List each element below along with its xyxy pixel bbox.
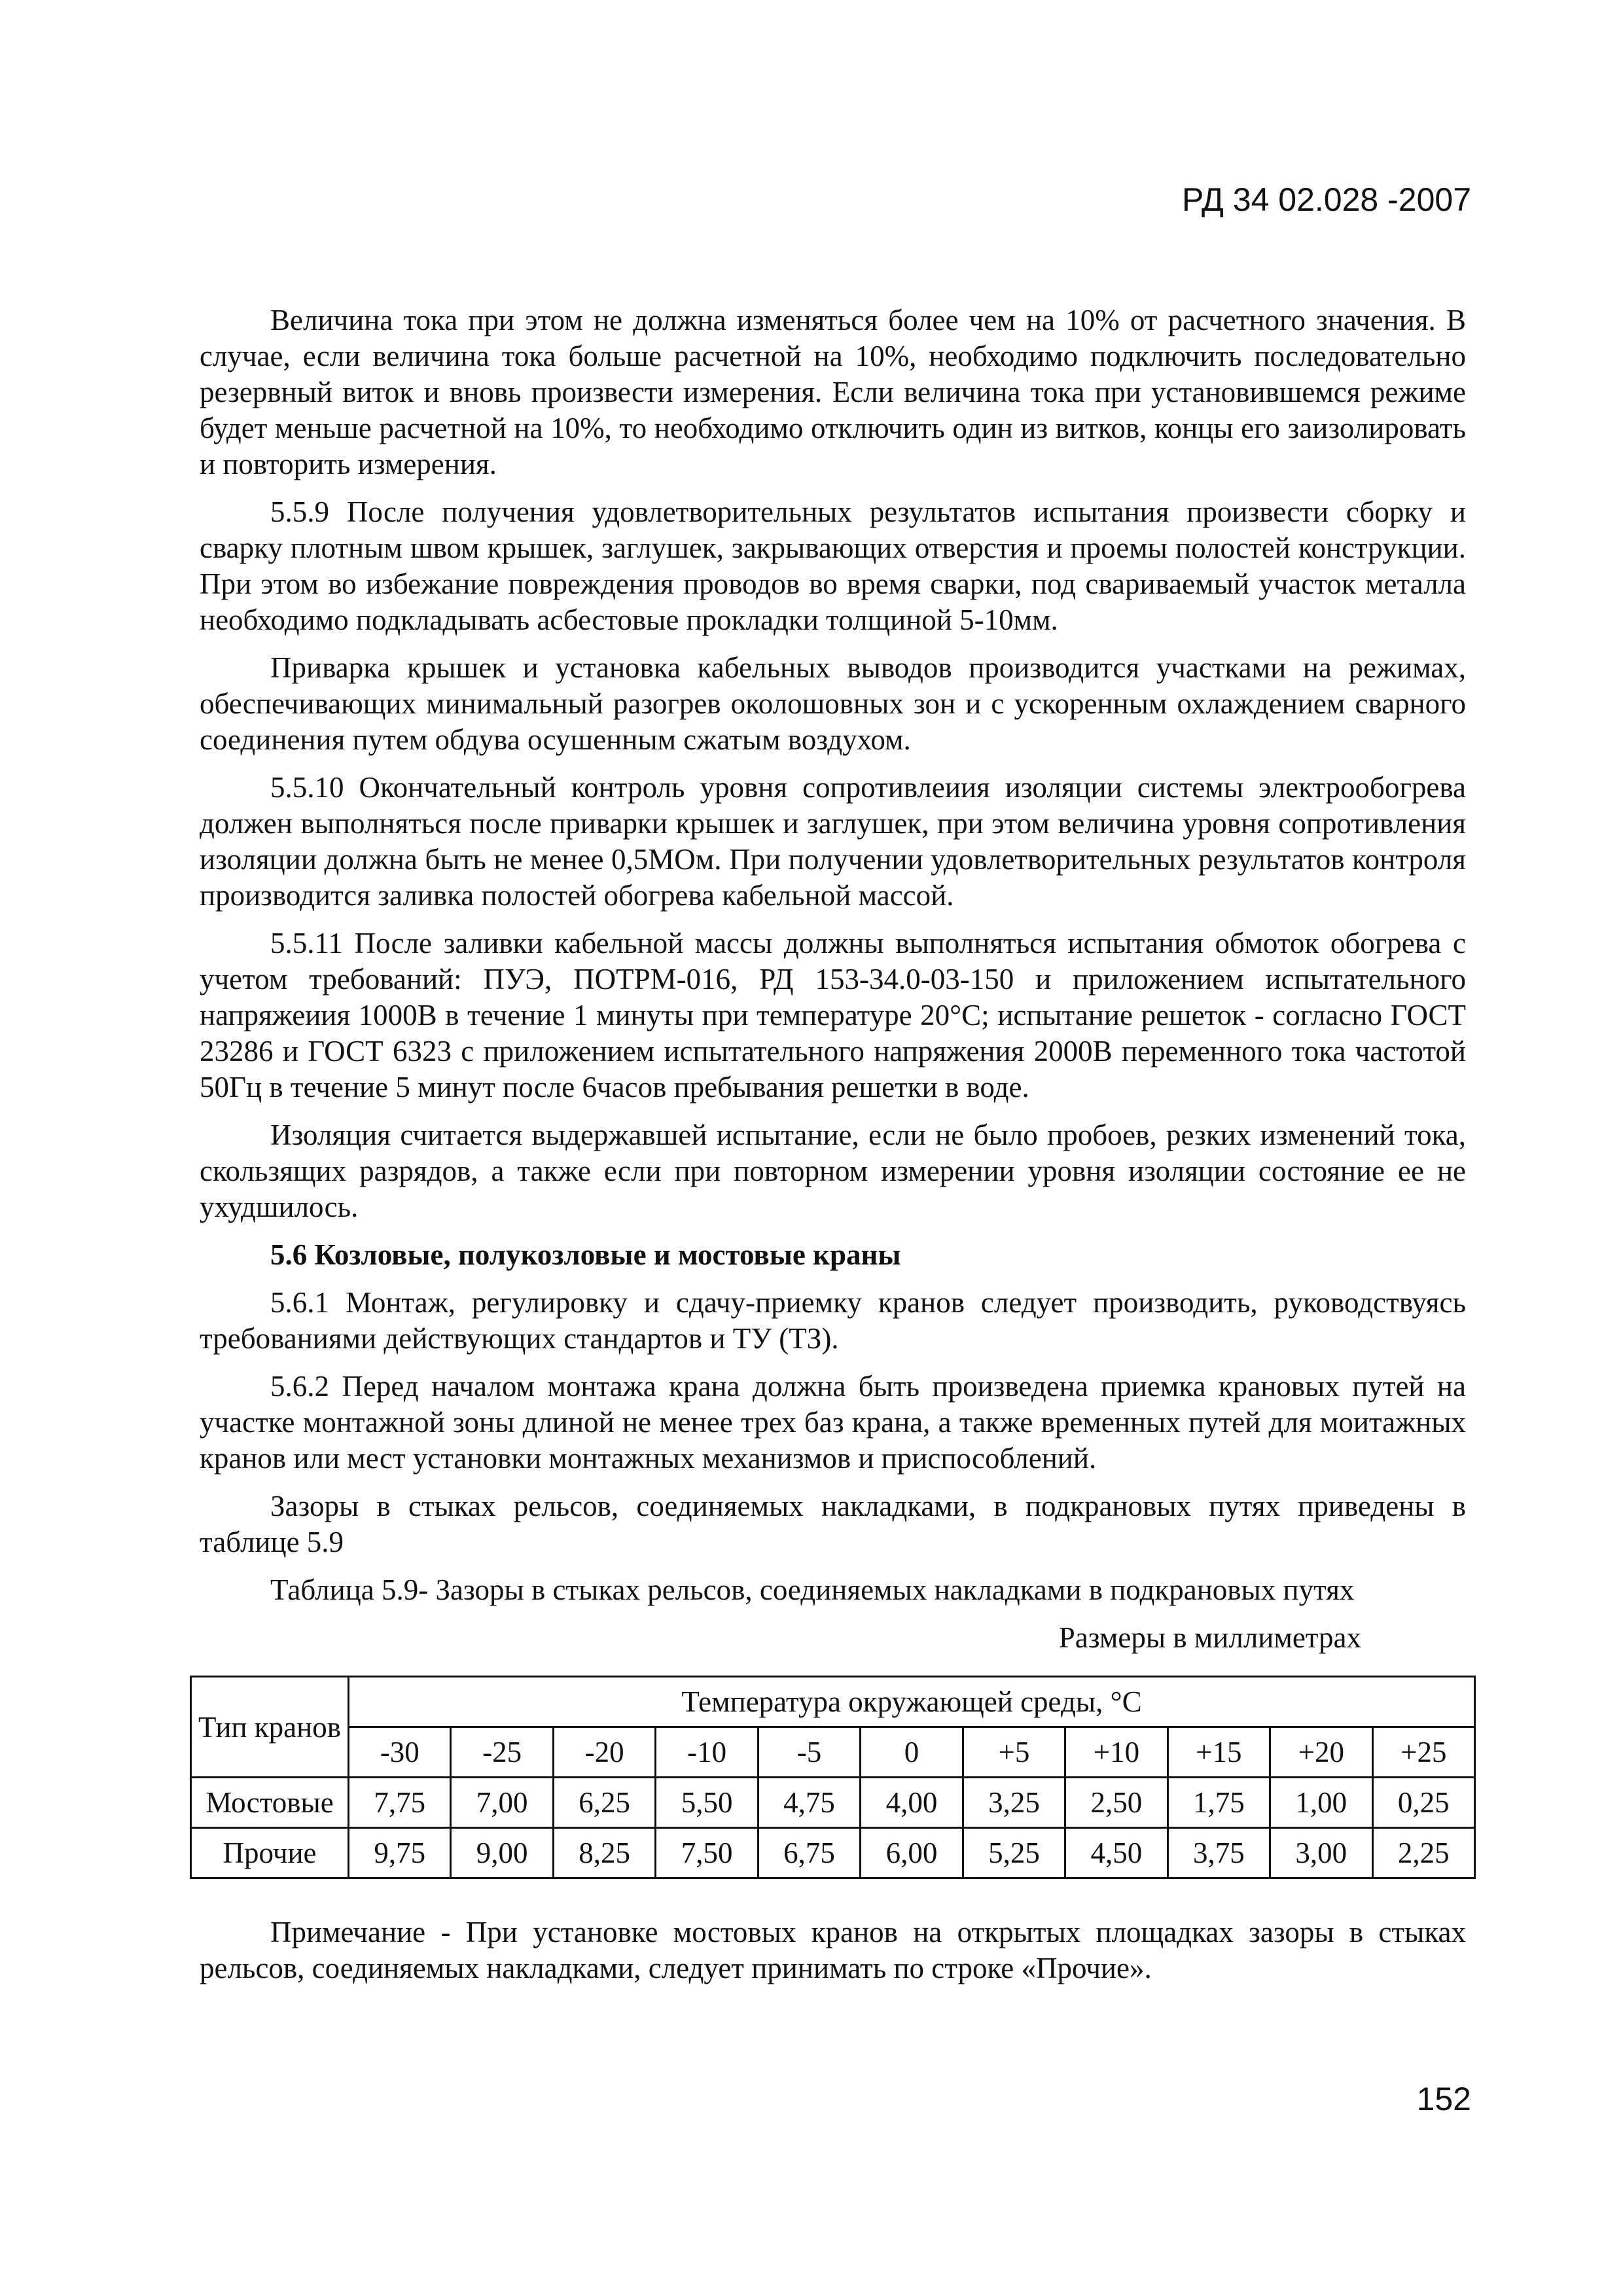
- temperature-header: Температура окружающей среды, °С: [349, 1677, 1475, 1727]
- temp-cell: -5: [758, 1727, 860, 1778]
- paragraph: 5.5.11 После заливки кабельной массы должны выполняться испытания обмоток обогрева с учетом требований: ПУЭ, ПОТРМ-016, РД 153-34.0-03-150 и приложением испытательного напряжеиия 1000В в течение 1 минуты при температуре 20°С; испытание решеток - согласно ГОСТ 23286 и ГОСТ 6323 с приложением испытательного напряжения 2000В переменного тока частотой 50Гц в течение 5 минут после 6часов пребывания решетки в воде.: [200, 927, 1466, 1103]
- table-cell: 8,25: [553, 1828, 655, 1878]
- table-cell: 7,00: [451, 1778, 553, 1828]
- temp-cell: +15: [1168, 1727, 1270, 1778]
- paragraph: 5.6.1 Монтаж, регулировку и сдачу-приемку кранов следует производить, руководствуясь требованиями действующих стандартов и ТУ (ТЗ).: [200, 1286, 1466, 1355]
- section-heading: 5.6 Козловые, полукозловые и мостовые краны: [270, 1238, 901, 1271]
- table-cell: 3,00: [1270, 1828, 1372, 1878]
- table-row: [191, 1778, 1475, 1828]
- table-cell: 5,25: [963, 1828, 1065, 1878]
- table-cell: 3,75: [1168, 1828, 1270, 1878]
- paragraph: Зазоры в стыках рельсов, соединяемых накладками, в подкрановых путях приведены в таблице 5.9: [200, 1490, 1466, 1558]
- table-cell: 7,75: [349, 1778, 451, 1828]
- table-cell: 1,00: [1270, 1778, 1372, 1828]
- temp-cell: -25: [451, 1727, 553, 1778]
- table-cell: 9,00: [451, 1828, 553, 1878]
- temp-cell: -10: [656, 1727, 758, 1778]
- table-cell: 4,00: [861, 1778, 963, 1828]
- document-code: РД 34 02.028 -2007: [1182, 181, 1471, 218]
- paragraph: 5.5.9 После получения удовлетворительных результатов испытания произвести сборку и сварку плотным швом крышек, заглушек, закрывающих отверстия и проемы полостей конструкции. При этом во избежание повреждения проводов во время сварки, под свариваемый участок металла необходимо подкладывать асбестовые прокладки толщиной 5-10мм.: [200, 495, 1466, 636]
- table-cell: 4,75: [758, 1778, 860, 1828]
- table-header-row: [191, 1677, 1475, 1727]
- temp-cell: -30: [349, 1727, 451, 1778]
- table-cell: 1,75: [1168, 1778, 1270, 1828]
- row-label: Прочие: [191, 1828, 349, 1878]
- table-cell: 7,50: [656, 1828, 758, 1878]
- temp-cell: +25: [1372, 1727, 1474, 1778]
- table-row: [191, 1828, 1475, 1878]
- table-cell: 5,50: [656, 1778, 758, 1828]
- temp-cell: -20: [553, 1727, 655, 1778]
- table-title: Таблица 5.9- Зазоры в стыках рельсов, соединяемых накладками в подкрановых путях: [270, 1573, 1355, 1606]
- table-cell: 6,00: [861, 1828, 963, 1878]
- rail-gap-table: [190, 1676, 1476, 1879]
- row-label: Мостовые: [191, 1778, 349, 1828]
- table-note: Примечание - При установке мостовых кранов на открытых площадках зазоры в стыках рельсов, соединяемых накладками, следует принимать по строке «Прочие».: [200, 1916, 1466, 1984]
- table-cell: 0,25: [1372, 1778, 1474, 1828]
- table-cell: 3,25: [963, 1778, 1065, 1828]
- page-number: 152: [1416, 2081, 1471, 2117]
- main-text: [200, 302, 1466, 1664]
- table-units: Размеры в миллиметрах: [1058, 1621, 1361, 1654]
- table-cell: 9,75: [349, 1828, 451, 1878]
- temperature-values-row: [191, 1727, 1475, 1778]
- table-cell: 4,50: [1065, 1828, 1168, 1878]
- paragraph: Изоляция считается выдержавшей испытание, если не было пробоев, резких изменений тока, скользящих разрядов, а также если при повторном измерении уровня изоляции состояние ее не ухудшилось.: [200, 1119, 1466, 1223]
- paragraph: 5.6.2 Перед началом монтажа крана должна быть произведена приемка крановых путей на участке монтажной зоны длиной не менее трех баз крана, а также временных путей для моитажных кранов или мест установки монтажных механизмов и приспособлений.: [200, 1370, 1466, 1475]
- temp-cell: 0: [861, 1727, 963, 1778]
- temp-cell: +5: [963, 1727, 1065, 1778]
- paragraph: 5.5.10 Окончательный контроль уровня сопротивлеиия изоляции системы электрообогрева должен выполняться после приварки крышек и заглушек, при этом величина уровня сопротивления изоляции должна быть не менее 0,5МОм. При получении удовлетворительных результатов контроля производится заливка полостей обогрева кабельной массой.: [200, 771, 1466, 912]
- table-cell: 2,25: [1372, 1828, 1474, 1878]
- type-header: Тип кранов: [191, 1677, 349, 1778]
- temp-cell: +20: [1270, 1727, 1372, 1778]
- table-cell: 6,75: [758, 1828, 860, 1878]
- table-cell: 2,50: [1065, 1778, 1168, 1828]
- paragraph: Приварка крышек и установка кабельных выводов производится участками на режимах, обеспечивающих минимальный разогрев околошовных зон и с ускоренным охлаждением сварного соединения путем обдува осушенным сжатым воздухом.: [200, 651, 1466, 756]
- temp-cell: +10: [1065, 1727, 1168, 1778]
- table-cell: 6,25: [553, 1778, 655, 1828]
- paragraph: Величина тока при этом не должна изменяться более чем на 10% от расчетного значения. В случае, если величина тока больше расчетной на 10%, необходимо подключить последовательно резервный виток и вновь произвести измерения. Если величина тока при установившемся режиме будет меньше расчетной на 10%, то необходимо отключить один из витков, концы его заизолировать и повторить измерения.: [200, 304, 1466, 480]
